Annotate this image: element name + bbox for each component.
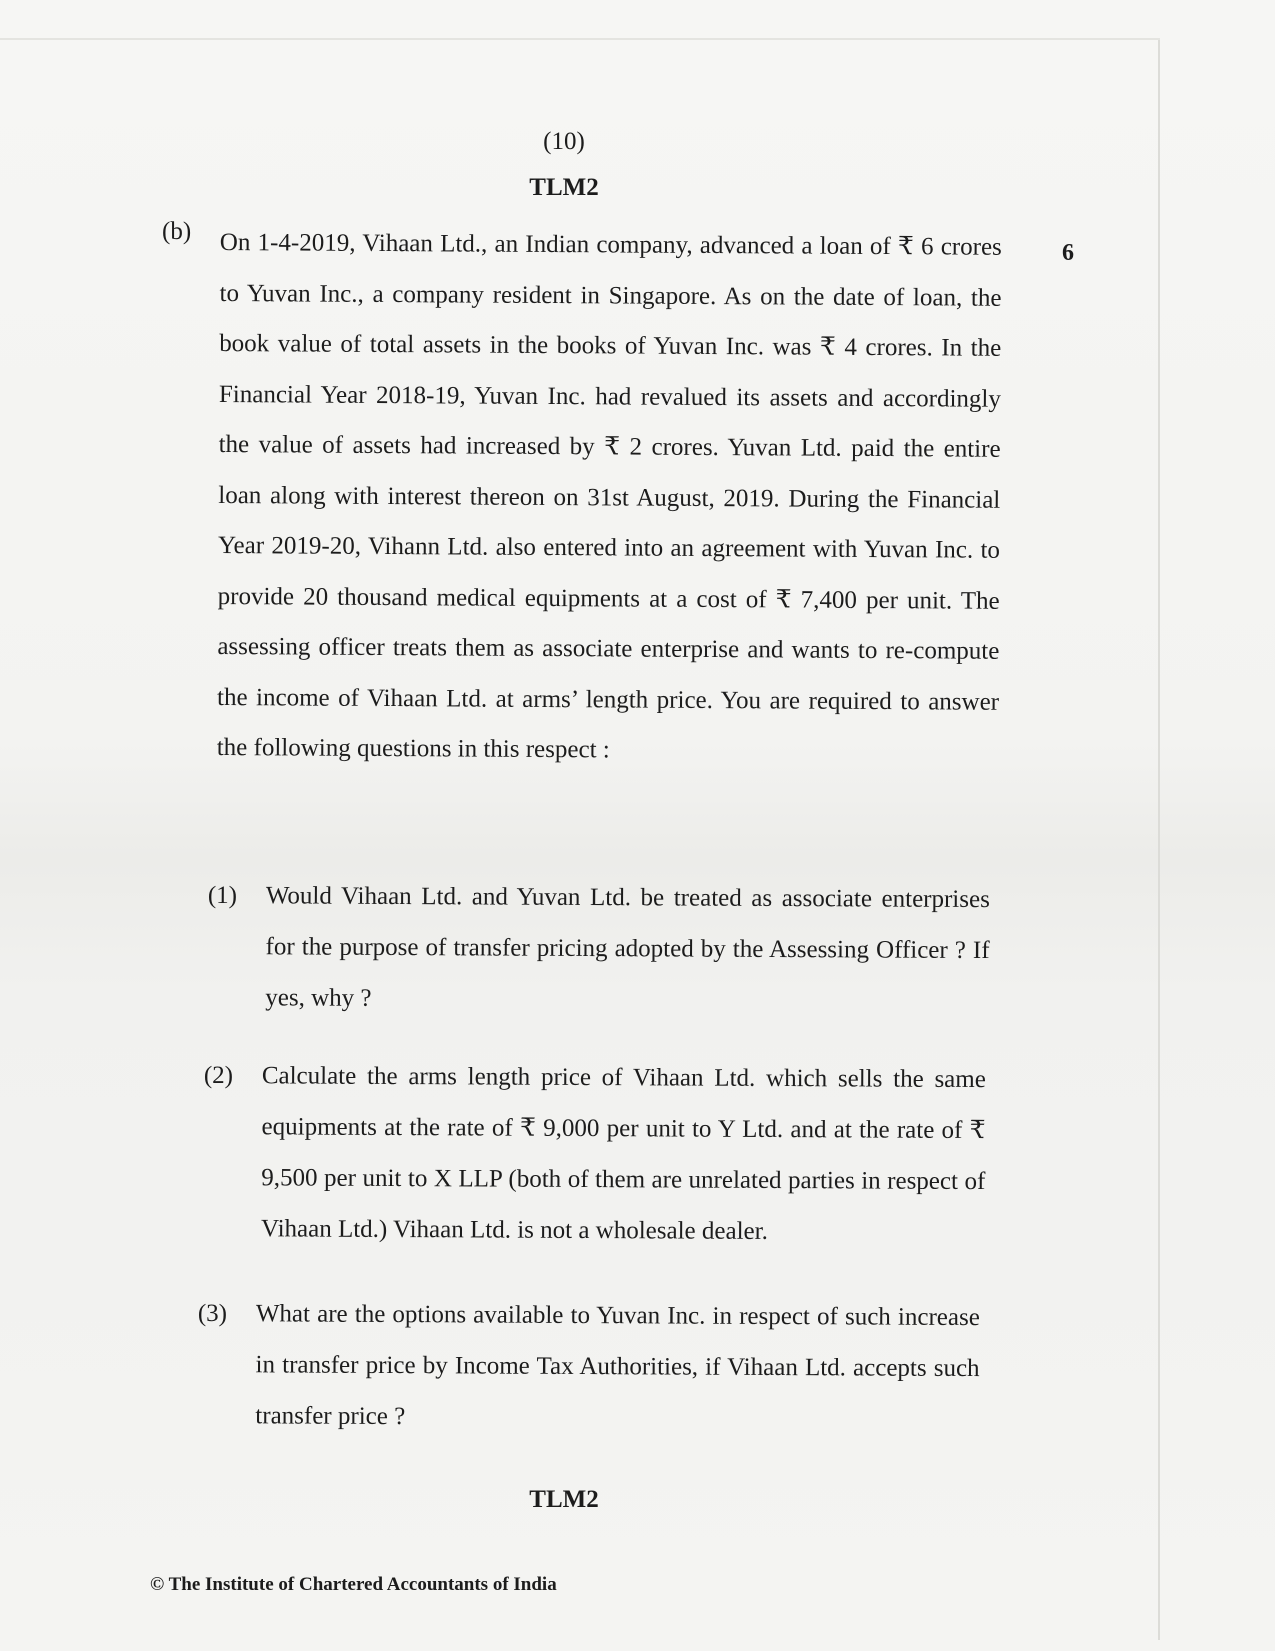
question-paragraph: On 1-4-2019, Vihaan Ltd., an Indian company, advanced a loan of ₹ 6 crores to Yuvan Inc., a company resident in Singapore. As on the date of loan, the book value of total assets in the books of Yuvan Inc. was ₹ 4 crores. In the Financial Year 2018-19, Yuvan Inc. had revalued its assets and accordingly the value of assets had increased by ₹ 2 crores. Yuvan Ltd. paid the entire loan along with interest thereon on 31st August, 2019. During the Financial Year 2019-20, Vihann Ltd. also entered into an agreement with Yuvan Inc. to provide 20 thousand medical equipments at a cost of ₹ 7,400 per unit. The assessing officer treats them as associate enterprise and wants to re-compute the income of Vihaan Ltd. at arms’ length price. You are required to answer the following questions in this respect : — [216, 228, 1002, 764]
sub-question-text: Calculate the arms length price of Vihaan Ltd. which sells the same equipments at the rate of ₹ 9,000 per unit to Y Ltd. and at the rate of ₹ 9,500 per unit to X LLP (both of them are unrelated parties in respect of Vihaan Ltd.) Vihaan Ltd. is not a wholesale dealer. — [260, 1062, 986, 1245]
sub-question-1 — [207, 870, 990, 1027]
scan-edge-right — [1158, 40, 1160, 1640]
sub-question-number: (1) — [207, 881, 238, 910]
copyright-notice: © The Institute of Chartered Accountants of India — [150, 1574, 557, 1595]
sub-question-3 — [197, 1288, 980, 1445]
question-marks: 6 — [1062, 240, 1074, 266]
sub-question-text: Would Vihaan Ltd. and Yuvan Ltd. be treated as associate enterprises for the purpose of transfer pricing adopted by the Assessing Officer ? If yes, why ? — [265, 882, 990, 1012]
sub-question-number: (2) — [203, 1061, 234, 1090]
page-number: (10) — [543, 128, 585, 155]
footer-paper-code: TLM2 — [529, 1486, 599, 1513]
sub-question-text: What are the options available to Yuvan Inc. in respect of such increase in transfer price by Income Tax Authorities, if Vihaan Ltd. accepts such transfer price ? — [255, 1300, 980, 1431]
header-paper-code: TLM2 — [529, 174, 599, 201]
sub-question-number: (3) — [197, 1299, 228, 1328]
scan-edge-top — [0, 38, 1160, 40]
sub-question-2 — [203, 1050, 986, 1258]
question-text — [217, 218, 1002, 778]
question-label: (b) — [162, 218, 192, 245]
